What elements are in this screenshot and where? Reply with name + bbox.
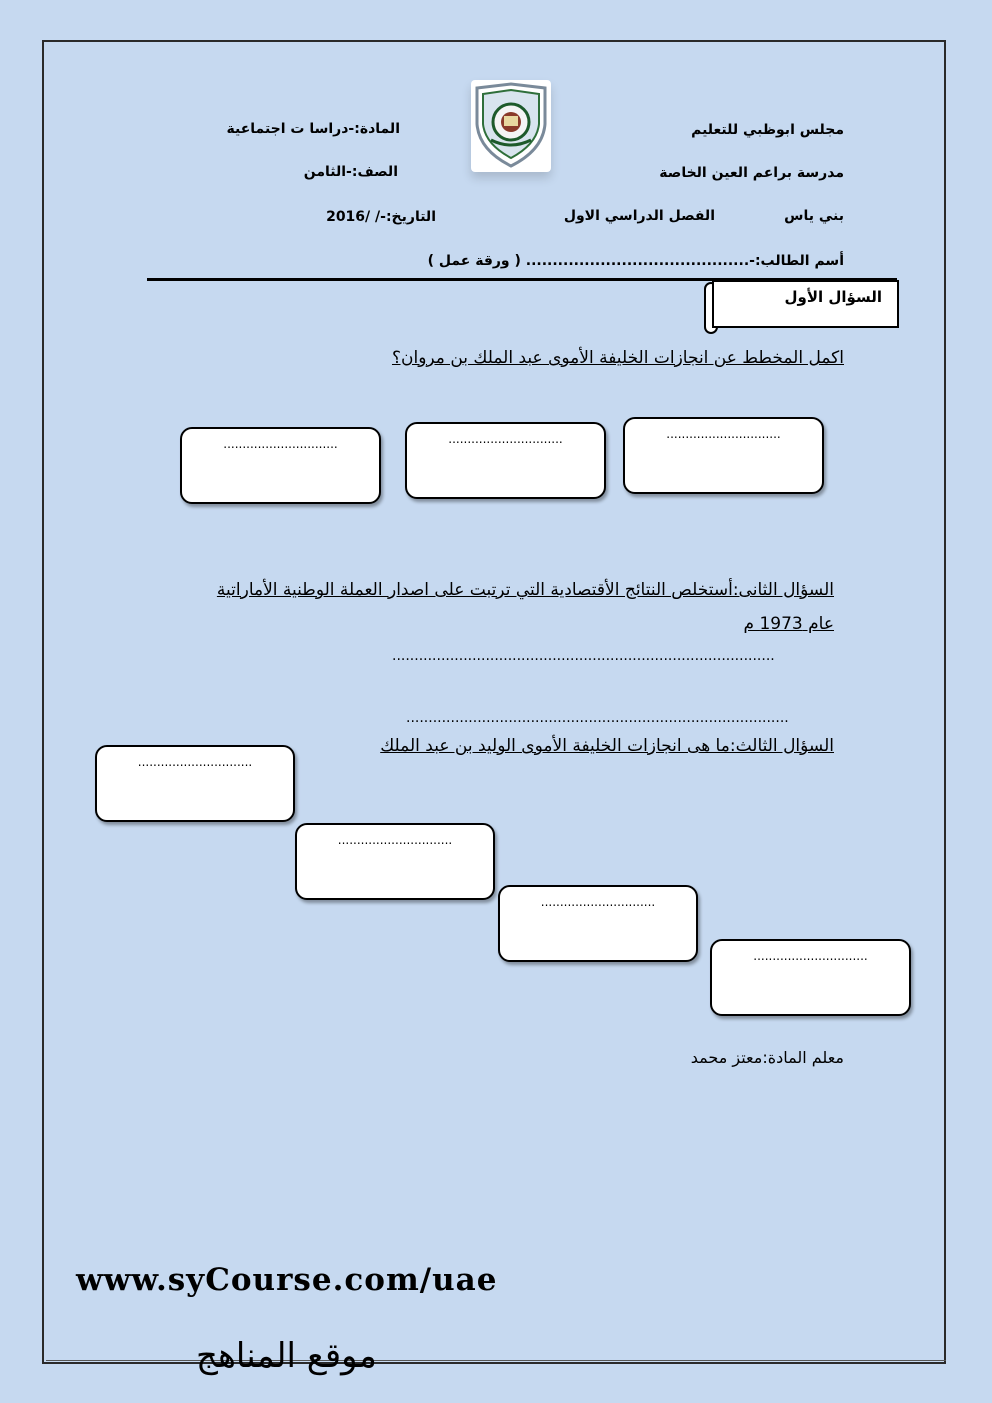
q1-title: السؤال الأول	[784, 288, 882, 306]
q1-answer-box[interactable]	[623, 417, 824, 494]
page-border	[42, 40, 946, 1364]
answer-dots: ..............................	[448, 432, 563, 446]
teacher-name: معلم المادة:معتز محمد	[690, 1048, 844, 1067]
answer-dots: ..............................	[337, 833, 453, 847]
date-label: التاريخ:-/ /2016	[326, 209, 436, 225]
grade-label: الصف:-الثامن	[303, 164, 398, 180]
q1-answer-box[interactable]	[405, 422, 606, 499]
answer-dots: ..............................	[223, 437, 338, 451]
q1-answer-box[interactable]	[180, 427, 381, 504]
q3-answer-box[interactable]	[710, 939, 911, 1016]
school-logo	[471, 80, 551, 172]
answer-dots: ..............................	[666, 427, 781, 441]
subject-label: المادة:-دراسا ت اجتماعية	[226, 121, 400, 137]
student-name-field[interactable]: أسم الطالب:-.......................................... ( ورقة عمل )	[427, 253, 844, 269]
q1-prompt: اكمل المخطط عن انجازات الخليفة الأموى عبد الملك بن مروان؟	[391, 348, 844, 368]
q2-prompt-line1: السؤال الثانى:أستخلص النتائج الأقتصادية التي ترتبت على اصدار العملة الوطنية الأماراتية	[216, 580, 834, 600]
branch-name: بني ياس	[784, 208, 844, 224]
q3-answer-box[interactable]	[295, 823, 495, 900]
q3-answer-box[interactable]	[498, 885, 698, 962]
school-name: مدرسة براعم العين الخاصة	[659, 165, 844, 181]
q3-answer-box[interactable]	[95, 745, 295, 822]
site-name: موقع المناهج	[196, 1336, 377, 1376]
answer-dots: ..............................	[540, 895, 656, 909]
answer-dots: ..............................	[753, 949, 868, 963]
website-url[interactable]: www.syCourse.com/uae	[76, 1262, 498, 1298]
q2-prompt-line2: عام 1973 م	[743, 614, 834, 634]
answer-dots: ..............................	[137, 755, 253, 769]
q2-answer-line[interactable]: ......................................................................................	[406, 710, 789, 726]
q3-prompt: السؤال الثالث:ما هى انجازات الخليفة الأموى الوليد بن عبد الملك	[380, 736, 834, 756]
semester-label: الفصل الدراسي الاول	[563, 208, 715, 224]
page-border-inner	[46, 1360, 946, 1361]
council-name: مجلس ابوظبي للتعليم	[691, 122, 844, 138]
q2-answer-line[interactable]: ......................................................................................	[392, 648, 775, 664]
